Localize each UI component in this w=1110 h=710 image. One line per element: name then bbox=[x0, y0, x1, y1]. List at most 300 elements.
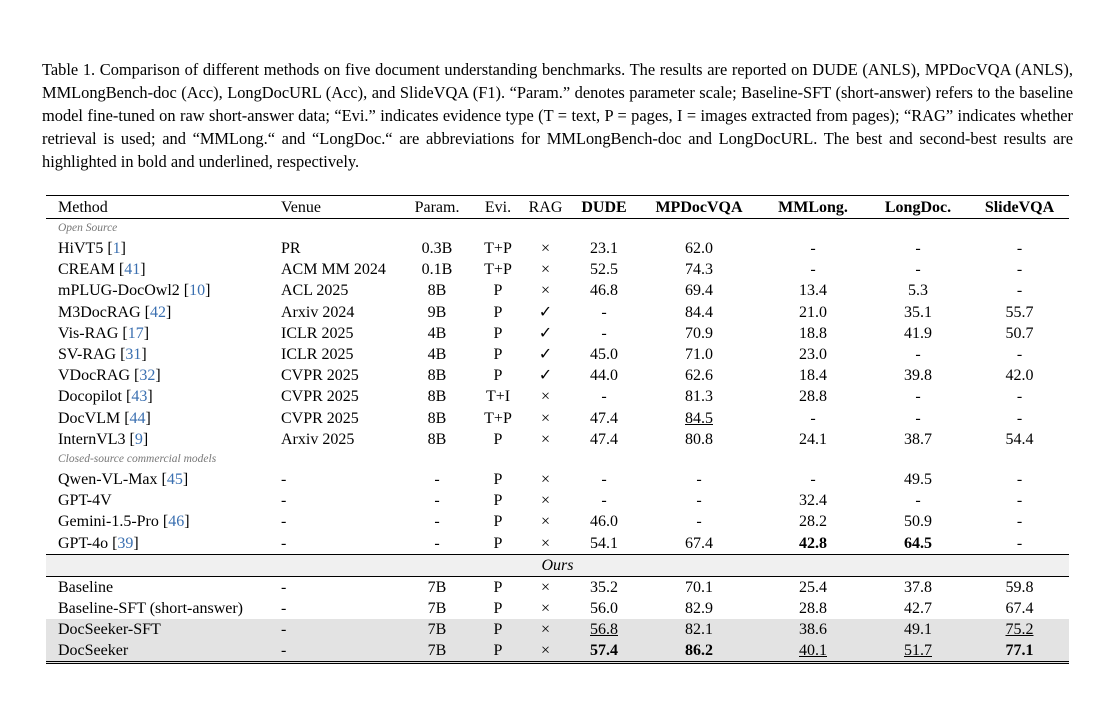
venue-value: - bbox=[281, 513, 287, 531]
mml-cell bbox=[760, 386, 866, 407]
evi-cell bbox=[475, 429, 521, 450]
mpd-value: 82.9 bbox=[685, 599, 713, 617]
citation-link[interactable]: 43 bbox=[131, 388, 148, 406]
header-param: Param. bbox=[414, 198, 460, 216]
mpd-cell bbox=[638, 259, 760, 280]
citation-bracket: [ bbox=[118, 261, 125, 279]
citation-bracket: ] bbox=[133, 534, 139, 552]
mml-value: - bbox=[810, 261, 816, 279]
param-cell bbox=[399, 302, 475, 323]
method-name: DocSeeker bbox=[58, 642, 129, 660]
ld-value: 5.3 bbox=[908, 282, 928, 300]
evi-cell bbox=[475, 511, 521, 532]
mml-value: 13.4 bbox=[799, 282, 827, 300]
mpd-value: 84.5 bbox=[685, 409, 713, 427]
mpd-cell bbox=[638, 490, 760, 511]
venue-value: - bbox=[281, 642, 287, 660]
mml-cell bbox=[760, 365, 866, 386]
mpd-value: 71.0 bbox=[685, 346, 713, 364]
mpd-cell bbox=[638, 238, 760, 259]
mml-value: 32.4 bbox=[799, 492, 827, 510]
dude-cell bbox=[570, 469, 638, 490]
ld-cell bbox=[866, 344, 970, 365]
rag-value: × bbox=[540, 642, 551, 660]
mml-value: 40.1 bbox=[799, 642, 827, 660]
mpd-value: 62.0 bbox=[685, 240, 713, 258]
mpd-cell bbox=[638, 408, 760, 429]
method-cell bbox=[46, 238, 281, 259]
citation-bracket: ] bbox=[155, 367, 161, 385]
evi-cell bbox=[475, 408, 521, 429]
citation-bracket: ] bbox=[184, 513, 190, 531]
param-value: 0.1B bbox=[421, 261, 453, 279]
mml-value: 42.8 bbox=[799, 534, 827, 552]
section-ours bbox=[46, 554, 1069, 576]
dude-value: - bbox=[601, 388, 607, 406]
method-name: Vis-RAG bbox=[58, 324, 123, 342]
mpd-value: 81.3 bbox=[685, 388, 713, 406]
svqa-cell bbox=[970, 640, 1069, 663]
rag-cell bbox=[521, 469, 570, 490]
citation-bracket: ] bbox=[166, 303, 172, 321]
evi-value: P bbox=[493, 492, 503, 510]
mpd-cell bbox=[638, 619, 760, 640]
ld-value: - bbox=[915, 261, 921, 279]
venue-value: - bbox=[281, 599, 287, 617]
table-row bbox=[46, 469, 1069, 490]
header-dude: DUDE bbox=[581, 198, 627, 216]
citation-bracket: [ bbox=[162, 513, 169, 531]
param-cell bbox=[399, 238, 475, 259]
param-cell bbox=[399, 344, 475, 365]
method-name: VDocRAG bbox=[58, 367, 134, 385]
table-row bbox=[46, 259, 1069, 280]
venue-value: - bbox=[281, 621, 287, 639]
dude-cell bbox=[570, 238, 638, 259]
evi-cell bbox=[475, 640, 521, 663]
param-cell bbox=[399, 280, 475, 301]
mpd-value: 70.9 bbox=[685, 324, 713, 342]
rag-cell bbox=[521, 619, 570, 640]
param-cell bbox=[399, 469, 475, 490]
rag-value: × bbox=[540, 409, 551, 427]
evi-value: P bbox=[493, 513, 503, 531]
venue-value: ACL 2025 bbox=[281, 282, 349, 300]
ld-cell bbox=[866, 429, 970, 450]
table-row bbox=[46, 365, 1069, 386]
ld-value: - bbox=[915, 346, 921, 364]
mpd-cell bbox=[638, 640, 760, 663]
rag-value: × bbox=[540, 470, 551, 488]
venue-cell bbox=[281, 640, 399, 663]
rag-cell bbox=[521, 511, 570, 532]
dude-cell bbox=[570, 259, 638, 280]
citation-bracket: ] bbox=[142, 430, 149, 448]
evi-cell bbox=[475, 532, 521, 554]
dude-value: 56.0 bbox=[590, 599, 618, 617]
citation-link[interactable]: 41 bbox=[124, 261, 141, 279]
ld-cell bbox=[866, 280, 970, 301]
results-table bbox=[46, 195, 1069, 664]
section-open-source bbox=[46, 219, 1069, 239]
param-cell bbox=[399, 259, 475, 280]
param-value: 7B bbox=[427, 642, 447, 660]
method-name: DocSeeker-SFT bbox=[58, 621, 161, 639]
ld-value: 35.1 bbox=[904, 303, 932, 321]
citation-bracket: [ bbox=[161, 470, 167, 488]
evi-value: P bbox=[493, 346, 503, 364]
rag-value: × bbox=[540, 261, 551, 279]
table-row bbox=[46, 238, 1069, 259]
ld-value: 50.9 bbox=[904, 513, 932, 531]
mpd-cell bbox=[638, 532, 760, 554]
method-cell bbox=[46, 619, 281, 640]
svqa-value: - bbox=[1016, 470, 1023, 488]
venue-cell bbox=[281, 259, 399, 280]
evi-cell bbox=[475, 490, 521, 511]
citation-link[interactable]: 9 bbox=[134, 430, 143, 448]
svqa-value: - bbox=[1016, 534, 1023, 552]
evi-cell bbox=[475, 280, 521, 301]
evi-value: T+I bbox=[485, 388, 511, 406]
mml-cell bbox=[760, 302, 866, 323]
svqa-cell bbox=[970, 238, 1069, 259]
dude-value: - bbox=[601, 303, 607, 321]
citation-link[interactable]: 42 bbox=[150, 303, 166, 321]
mpd-cell bbox=[638, 598, 760, 619]
mpd-cell bbox=[638, 280, 760, 301]
citation-link[interactable]: 17 bbox=[127, 324, 144, 342]
dude-cell bbox=[570, 344, 638, 365]
evi-cell bbox=[475, 386, 521, 407]
method-name: Gemini-1.5-Pro bbox=[58, 513, 163, 531]
dude-value: - bbox=[601, 492, 607, 510]
svqa-value: 54.4 bbox=[1005, 430, 1034, 448]
ld-value: 37.8 bbox=[904, 578, 932, 596]
dude-cell bbox=[570, 323, 638, 344]
rag-cell bbox=[521, 532, 570, 554]
venue-cell bbox=[281, 576, 399, 598]
header-longdoc: LongDoc. bbox=[884, 198, 952, 216]
method-cell bbox=[46, 511, 281, 532]
mpd-value: 62.6 bbox=[685, 367, 713, 385]
rag-value: ✓ bbox=[538, 324, 553, 342]
rag-cell bbox=[521, 490, 570, 511]
evi-value: P bbox=[493, 367, 503, 385]
citation-bracket: [ bbox=[112, 534, 118, 552]
dude-value: 44.0 bbox=[590, 367, 618, 385]
param-value: 8B bbox=[427, 430, 447, 448]
mpd-value: 84.4 bbox=[685, 303, 713, 321]
method-cell bbox=[46, 469, 281, 490]
param-cell bbox=[399, 323, 475, 344]
mpd-cell bbox=[638, 365, 760, 386]
param-value: 7B bbox=[427, 578, 447, 596]
ld-value: 42.7 bbox=[904, 599, 932, 617]
table-row bbox=[46, 344, 1069, 365]
header-mmlong: MMLong. bbox=[778, 198, 848, 216]
dude-value: 23.1 bbox=[590, 240, 618, 258]
ld-cell bbox=[866, 511, 970, 532]
mml-cell bbox=[760, 640, 866, 663]
rag-cell bbox=[521, 259, 570, 280]
mpd-value: 86.2 bbox=[685, 642, 713, 660]
method-cell bbox=[46, 640, 281, 663]
section-ours-label: Ours bbox=[46, 554, 1069, 576]
mml-cell bbox=[760, 344, 866, 365]
evi-value: T+P bbox=[484, 240, 512, 258]
section-closed-source-label: Closed-source commercial models bbox=[58, 452, 217, 465]
svqa-cell bbox=[970, 323, 1069, 344]
citation-bracket: [ bbox=[144, 303, 150, 321]
rag-value: × bbox=[540, 430, 551, 448]
param-value: 9B bbox=[427, 303, 447, 321]
svqa-value: 59.8 bbox=[1005, 578, 1034, 596]
mpd-value: - bbox=[696, 492, 702, 510]
param-cell bbox=[399, 532, 475, 554]
rag-value: × bbox=[540, 492, 551, 510]
evi-value: P bbox=[493, 470, 503, 488]
rag-cell bbox=[521, 280, 570, 301]
ld-value: - bbox=[915, 409, 921, 427]
mml-cell bbox=[760, 259, 866, 280]
evi-cell bbox=[475, 302, 521, 323]
param-cell bbox=[399, 408, 475, 429]
citation-bracket: ] bbox=[205, 282, 211, 300]
venue-cell bbox=[281, 429, 399, 450]
citation-link[interactable]: 10 bbox=[189, 282, 206, 300]
evi-value: P bbox=[493, 324, 503, 342]
method-name: mPLUG-DocOwl2 bbox=[58, 282, 184, 300]
venue-value: CVPR 2025 bbox=[281, 388, 359, 406]
svqa-value: - bbox=[1016, 346, 1023, 364]
svqa-value: - bbox=[1016, 240, 1023, 258]
citation-bracket: ] bbox=[182, 470, 189, 488]
mml-value: 23.0 bbox=[799, 346, 827, 364]
venue-cell bbox=[281, 619, 399, 640]
venue-cell bbox=[281, 280, 399, 301]
dude-value: 47.4 bbox=[590, 409, 618, 427]
mpd-cell bbox=[638, 323, 760, 344]
param-value: 7B bbox=[427, 599, 447, 617]
evi-cell bbox=[475, 576, 521, 598]
ld-value: 41.9 bbox=[904, 324, 932, 342]
method-cell bbox=[46, 280, 281, 301]
citation-link[interactable]: 44 bbox=[129, 409, 146, 427]
rag-value: × bbox=[540, 388, 551, 406]
evi-value: P bbox=[493, 621, 503, 639]
citation-link[interactable]: 31 bbox=[125, 346, 142, 364]
venue-value: CVPR 2025 bbox=[281, 367, 359, 385]
mml-cell bbox=[760, 238, 866, 259]
mml-value: 24.1 bbox=[799, 430, 827, 448]
mpd-value: 70.1 bbox=[685, 578, 713, 596]
evi-cell bbox=[475, 238, 521, 259]
rag-value: × bbox=[540, 534, 551, 552]
citation-bracket: ] bbox=[145, 409, 151, 427]
method-cell bbox=[46, 429, 281, 450]
evi-value: P bbox=[493, 599, 503, 617]
param-cell bbox=[399, 386, 475, 407]
mml-value: - bbox=[810, 470, 816, 488]
svqa-cell bbox=[970, 408, 1069, 429]
table-header-row bbox=[46, 196, 1069, 219]
citation-link[interactable]: 45 bbox=[166, 470, 183, 488]
param-value: - bbox=[434, 492, 440, 510]
method-name: InternVL3 bbox=[58, 430, 130, 448]
dude-cell bbox=[570, 619, 638, 640]
rag-cell bbox=[521, 238, 570, 259]
venue-cell bbox=[281, 490, 399, 511]
svqa-value: - bbox=[1016, 409, 1023, 427]
dude-cell bbox=[570, 386, 638, 407]
dude-cell bbox=[570, 302, 638, 323]
evi-cell bbox=[475, 619, 521, 640]
ld-cell bbox=[866, 365, 970, 386]
svqa-cell bbox=[970, 598, 1069, 619]
table-row bbox=[46, 576, 1069, 598]
section-open-source-label: Open Source bbox=[58, 222, 118, 234]
header-slidevqa: SlideVQA bbox=[984, 198, 1055, 216]
param-cell bbox=[399, 365, 475, 386]
table-row bbox=[46, 408, 1069, 429]
citation-link[interactable]: 39 bbox=[117, 534, 134, 552]
svqa-cell bbox=[970, 469, 1069, 490]
method-name: Baseline bbox=[58, 578, 114, 596]
dude-value: 56.8 bbox=[590, 621, 618, 639]
rag-value: × bbox=[540, 282, 551, 300]
svqa-cell bbox=[970, 429, 1069, 450]
citation-bracket: [ bbox=[120, 346, 126, 364]
rag-cell bbox=[521, 408, 570, 429]
param-cell bbox=[399, 598, 475, 619]
param-value: 4B bbox=[427, 324, 447, 342]
evi-value: T+P bbox=[484, 261, 512, 279]
svqa-cell bbox=[970, 490, 1069, 511]
dude-value: 45.0 bbox=[590, 346, 618, 364]
venue-cell bbox=[281, 344, 399, 365]
citation-bracket: ] bbox=[140, 261, 146, 279]
rag-cell bbox=[521, 365, 570, 386]
mpd-value: - bbox=[696, 513, 702, 531]
venue-value: ICLR 2025 bbox=[281, 346, 354, 364]
svqa-value: 77.1 bbox=[1005, 642, 1034, 660]
mml-cell bbox=[760, 469, 866, 490]
dude-value: 54.1 bbox=[590, 534, 618, 552]
param-cell bbox=[399, 511, 475, 532]
ld-cell bbox=[866, 598, 970, 619]
table-row bbox=[46, 302, 1069, 323]
venue-cell bbox=[281, 408, 399, 429]
mml-cell bbox=[760, 576, 866, 598]
rag-value: ✓ bbox=[538, 303, 553, 321]
param-value: 8B bbox=[427, 282, 447, 300]
method-name: Docopilot bbox=[58, 388, 126, 406]
table-row bbox=[46, 598, 1069, 619]
evi-cell bbox=[475, 259, 521, 280]
svqa-value: 67.4 bbox=[1005, 599, 1034, 617]
mpd-value: 67.4 bbox=[685, 534, 713, 552]
svqa-value: 50.7 bbox=[1005, 324, 1034, 342]
ld-cell bbox=[866, 323, 970, 344]
method-cell bbox=[46, 490, 281, 511]
evi-value: P bbox=[493, 282, 503, 300]
mml-cell bbox=[760, 511, 866, 532]
method-name: Baseline-SFT (short-answer) bbox=[58, 599, 243, 617]
ld-cell bbox=[866, 532, 970, 554]
citation-link[interactable]: 46 bbox=[168, 513, 185, 531]
table-row bbox=[46, 532, 1069, 554]
citation-link[interactable]: 32 bbox=[139, 367, 156, 385]
param-value: - bbox=[434, 513, 440, 531]
ld-value: 64.5 bbox=[904, 534, 932, 552]
mml-cell bbox=[760, 323, 866, 344]
mml-value: 28.8 bbox=[799, 599, 827, 617]
table-row bbox=[46, 619, 1069, 640]
method-cell bbox=[46, 576, 281, 598]
method-name: DocVLM bbox=[58, 409, 125, 427]
mpd-cell bbox=[638, 386, 760, 407]
rag-cell bbox=[521, 640, 570, 663]
ld-value: 51.7 bbox=[904, 642, 932, 660]
method-cell bbox=[46, 532, 281, 554]
table-row bbox=[46, 511, 1069, 532]
dude-cell bbox=[570, 532, 638, 554]
ld-cell bbox=[866, 640, 970, 663]
mpd-value: 80.8 bbox=[685, 430, 713, 448]
venue-cell bbox=[281, 469, 399, 490]
evi-cell bbox=[475, 344, 521, 365]
dude-value: - bbox=[601, 324, 607, 342]
svqa-cell bbox=[970, 386, 1069, 407]
rag-value: ✓ bbox=[538, 346, 553, 364]
ld-cell bbox=[866, 490, 970, 511]
citation-bracket: [ bbox=[134, 367, 140, 385]
evi-value: P bbox=[493, 430, 503, 448]
header-mpdocvqa: MPDocVQA bbox=[655, 198, 743, 216]
evi-value: P bbox=[493, 642, 503, 660]
dude-cell bbox=[570, 640, 638, 663]
svqa-cell bbox=[970, 280, 1069, 301]
mpd-cell bbox=[638, 469, 760, 490]
dude-value: 52.5 bbox=[590, 261, 618, 279]
citation-bracket: [ bbox=[122, 324, 128, 342]
dude-cell bbox=[570, 576, 638, 598]
svqa-cell bbox=[970, 532, 1069, 554]
param-value: - bbox=[434, 470, 440, 488]
evi-value: T+P bbox=[484, 409, 512, 427]
dude-cell bbox=[570, 429, 638, 450]
venue-value: - bbox=[281, 492, 287, 510]
mpd-value: 74.3 bbox=[685, 261, 713, 279]
ld-cell bbox=[866, 238, 970, 259]
venue-value: Arxiv 2024 bbox=[281, 303, 355, 321]
dude-cell bbox=[570, 280, 638, 301]
method-name: CREAM bbox=[58, 261, 119, 279]
citation-link[interactable]: 1 bbox=[112, 240, 121, 258]
evi-cell bbox=[475, 323, 521, 344]
header-evi: Evi. bbox=[484, 198, 512, 216]
citation-bracket: [ bbox=[183, 282, 190, 300]
citation-bracket: [ bbox=[129, 430, 135, 448]
ld-value: 39.8 bbox=[904, 367, 932, 385]
svqa-cell bbox=[970, 259, 1069, 280]
venue-value: - bbox=[281, 470, 287, 488]
rag-cell bbox=[521, 386, 570, 407]
mml-cell bbox=[760, 429, 866, 450]
svqa-cell bbox=[970, 302, 1069, 323]
rag-cell bbox=[521, 323, 570, 344]
